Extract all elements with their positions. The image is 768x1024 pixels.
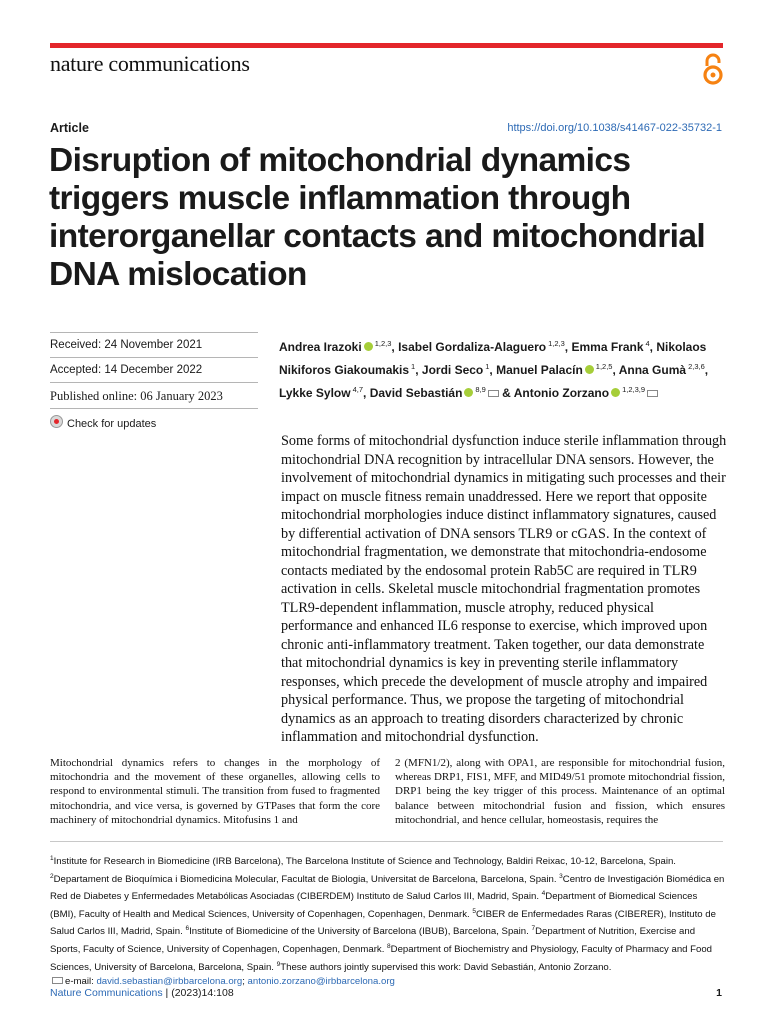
divider bbox=[50, 332, 258, 333]
author-name: Isabel Gordaliza-Alaguero bbox=[398, 340, 547, 354]
author[interactable] bbox=[279, 386, 363, 400]
affiliation-text: Department of Biomedical Sciences (BMI), Faculty of Health and Medical Sciences, University of Copenhagen, Copenhagen, Denmark. bbox=[50, 891, 698, 920]
author-affiliation-ref: 4,7 bbox=[352, 385, 364, 394]
article-type-label: Article bbox=[50, 121, 89, 135]
check-updates-label: Check for updates bbox=[67, 418, 157, 430]
affiliation-text: Institute for Research in Biomedicine (IRB Barcelona), The Barcelona Institute of Science and Technology, Baldiri Reixac, 10-12, Barcelona, Spain. bbox=[53, 856, 676, 868]
author[interactable] bbox=[422, 363, 490, 377]
affiliation-number: 2 bbox=[50, 872, 54, 880]
author-affiliation-ref: 2,3,6 bbox=[688, 362, 705, 371]
author[interactable] bbox=[619, 363, 705, 377]
author-affiliation-ref: 4 bbox=[645, 339, 650, 348]
author-name: Andrea Irazoki bbox=[279, 340, 362, 354]
mail-icon bbox=[52, 977, 63, 984]
affiliation-number: 1 bbox=[50, 855, 54, 862]
affiliation-text: Department of Biochemistry and Physiology, Faculty of Pharmacy and Food Sciences, University of Barcelona, Barcelona, Spain. bbox=[50, 944, 713, 973]
email-label: e-mail: bbox=[65, 976, 97, 988]
author[interactable] bbox=[398, 340, 565, 354]
check-for-updates-button[interactable] bbox=[50, 415, 156, 430]
body-text-right: 2 (MFN1/2), along with OPA1, are responsible for mitochondrial fusion, whereas DRP1, FIS1, MFF, and MID49/51 promote mitochondrial fission, DRP1 being the key trigger of this process. Maintenance of an optimal balance between mitochondrial fusion and fission, which ensures mitochondrial, and hence cellular, homeostasis, requires the bbox=[395, 757, 725, 826]
email-link[interactable]: david.sebastian@irbbarcelona.org bbox=[96, 976, 243, 988]
author-name: Anna Gumà bbox=[618, 363, 687, 377]
orcid-icon[interactable] bbox=[611, 388, 620, 397]
divider bbox=[50, 357, 258, 358]
author-separator: , bbox=[363, 386, 370, 400]
published-date: Published online: 06 January 2023 bbox=[50, 389, 223, 403]
author-separator: , bbox=[704, 363, 709, 377]
affiliation-text: These authors jointly supervised this work: David Sebastián, Antonio Zorzano. bbox=[280, 961, 612, 973]
author-separator: & bbox=[498, 386, 514, 400]
author-separator: , bbox=[612, 363, 619, 377]
author-affiliation-ref: 1 bbox=[411, 362, 416, 371]
affiliation-number: 8 bbox=[387, 942, 391, 950]
affiliation-text: Departament de Bioquímica i Biomedicina Molecular, Facultat de Biologia, Universitat de Barcelona, Barcelona, Spain. bbox=[53, 873, 560, 885]
affiliation-number: 7 bbox=[531, 925, 536, 933]
author[interactable] bbox=[370, 386, 499, 400]
author[interactable] bbox=[279, 340, 391, 354]
footer-journal: Nature Communications bbox=[50, 987, 163, 999]
mail-icon[interactable] bbox=[647, 390, 658, 397]
page-number: 1 bbox=[716, 987, 722, 999]
author-name: Jordi Seco bbox=[421, 363, 484, 377]
footer-citation[interactable] bbox=[50, 987, 234, 999]
header-rule bbox=[50, 43, 723, 48]
author-affiliation-ref: 1,2,3 bbox=[374, 339, 392, 348]
footnote-rule bbox=[50, 841, 723, 842]
author-list bbox=[279, 334, 729, 403]
crossmark-icon bbox=[50, 415, 63, 428]
email-link[interactable]: antonio.zorzano@irbbarcelona.org bbox=[247, 976, 395, 988]
author[interactable] bbox=[514, 386, 658, 400]
author-separator: , bbox=[649, 340, 657, 354]
author-separator: , bbox=[564, 340, 572, 354]
author-name: Lykke Sylow bbox=[279, 386, 351, 400]
author-name: Manuel Palacín bbox=[496, 363, 583, 377]
body-text-left: Mitochondrial dynamics refers to changes in the morphology of mitochondria and the movement of these organelles, allowing cells to respond to environmental stimuli. The transition from fused to fragmented mitochondria, and vice versa, is governed by GTPases that form the core machinery of mitochondrial dynamics. Mitofusins 1 and bbox=[50, 757, 380, 826]
author-separator: , bbox=[391, 340, 399, 354]
email-separator: ; bbox=[242, 976, 248, 988]
accepted-date: Accepted: 14 December 2022 bbox=[50, 364, 203, 376]
mail-icon[interactable] bbox=[488, 390, 499, 397]
orcid-icon[interactable] bbox=[364, 342, 373, 351]
author-name: Emma Frank bbox=[571, 340, 644, 354]
orcid-icon[interactable] bbox=[464, 388, 473, 397]
article-title: Disruption of mitochondrial dynamics triggers muscle inflammation through interorganellar contacts and mitochondrial DNA mislocation bbox=[49, 142, 706, 293]
footer-sep: | bbox=[162, 987, 172, 999]
author-name: Nikolaos Nikiforos Giakoumakis bbox=[279, 340, 707, 377]
orcid-icon[interactable] bbox=[585, 365, 594, 374]
footer-cite: (2023)14:108 bbox=[171, 987, 234, 999]
divider bbox=[50, 382, 258, 383]
open-access-icon bbox=[700, 52, 726, 86]
affiliation-number: 4 bbox=[541, 890, 546, 898]
abstract: Some forms of mitochondrial dysfunction induce sterile inflammation through mitochondrial DNA recognition by intracellular DNA sensors. However, the involvement of mitochondrial dynamics in mitigating such processes and their impact on muscle fitness remain unaddressed. Here we report that opposite mitochondrial morphologies induce distinct inflammatory signatures, caused by differential activation of DNA sensors TLR9 or cGAS. In the context of mitochondrial fragmentation, we demonstrate that mitochondria-endosome contacts mediated by the endosomal protein Rab5C are required in TLR9 activation in cells. Skeletal muscle mitochondrial fragmentation promotes TLR9-dependent inflammation, muscle atrophy, reduced physical performance and enhanced IL6 response to exercise, which improved upon chronic anti-inflammatory treatment. Taken together, our data demonstrate that mitochondrial dynamics is key in preventing sterile inflammatory responses, which precede the development of muscle atrophy and impaired physical performance. Thus, we propose the targeting of mitochondrial dynamics as an approach to treating disorders characterized by chronic inflammation and mitochondrial dysfunction. bbox=[281, 433, 727, 745]
author[interactable] bbox=[496, 363, 612, 377]
author[interactable] bbox=[571, 340, 649, 354]
journal-name[interactable]: nature communications bbox=[50, 51, 250, 76]
author-name: David Sebastián bbox=[369, 386, 463, 400]
divider bbox=[50, 408, 258, 409]
author-separator: , bbox=[415, 363, 422, 377]
author-affiliation-ref: 1 bbox=[485, 362, 490, 371]
received-date: Received: 24 November 2021 bbox=[50, 339, 203, 351]
author-name: Antonio Zorzano bbox=[513, 386, 610, 400]
affiliation-number: 6 bbox=[185, 925, 190, 933]
affiliation-text: Centro de Investigación Biomédica en Red de Diabetes y Enfermedades Metabólicas Asociadas (CIBERDEM) Instituto de Salud Carlos III, Madrid, Spain. bbox=[50, 873, 725, 903]
author-affiliation-ref: 8,9 bbox=[475, 385, 486, 394]
affiliation-text: Institute of Biomedicine of the University of Barcelona (IBUB), Barcelona, Spain. bbox=[189, 926, 532, 938]
affiliations bbox=[50, 852, 725, 990]
author-separator: , bbox=[489, 363, 497, 377]
author-affiliation-ref: 1,2,5 bbox=[595, 362, 613, 371]
author-affiliation-ref: 1,2,3,9 bbox=[622, 385, 645, 394]
doi-link[interactable]: https://doi.org/10.1038/s41467-022-35732-1 bbox=[507, 122, 722, 134]
affiliation-text: Department of Nutrition, Exercise and Sports, Faculty of Science, University of Copenhagen, Copenhagen, Denmark. bbox=[50, 926, 696, 956]
affiliation-number: 3 bbox=[559, 872, 563, 880]
author-affiliation-ref: 1,2,3 bbox=[548, 339, 565, 348]
affiliation-number: 5 bbox=[472, 907, 476, 915]
affiliation-text: CIBER de Enfermedades Raras (CIBERER), Instituto de Salud Carlos III, Madrid, Spain. bbox=[50, 908, 716, 938]
affiliation-number: 9 bbox=[276, 960, 281, 968]
